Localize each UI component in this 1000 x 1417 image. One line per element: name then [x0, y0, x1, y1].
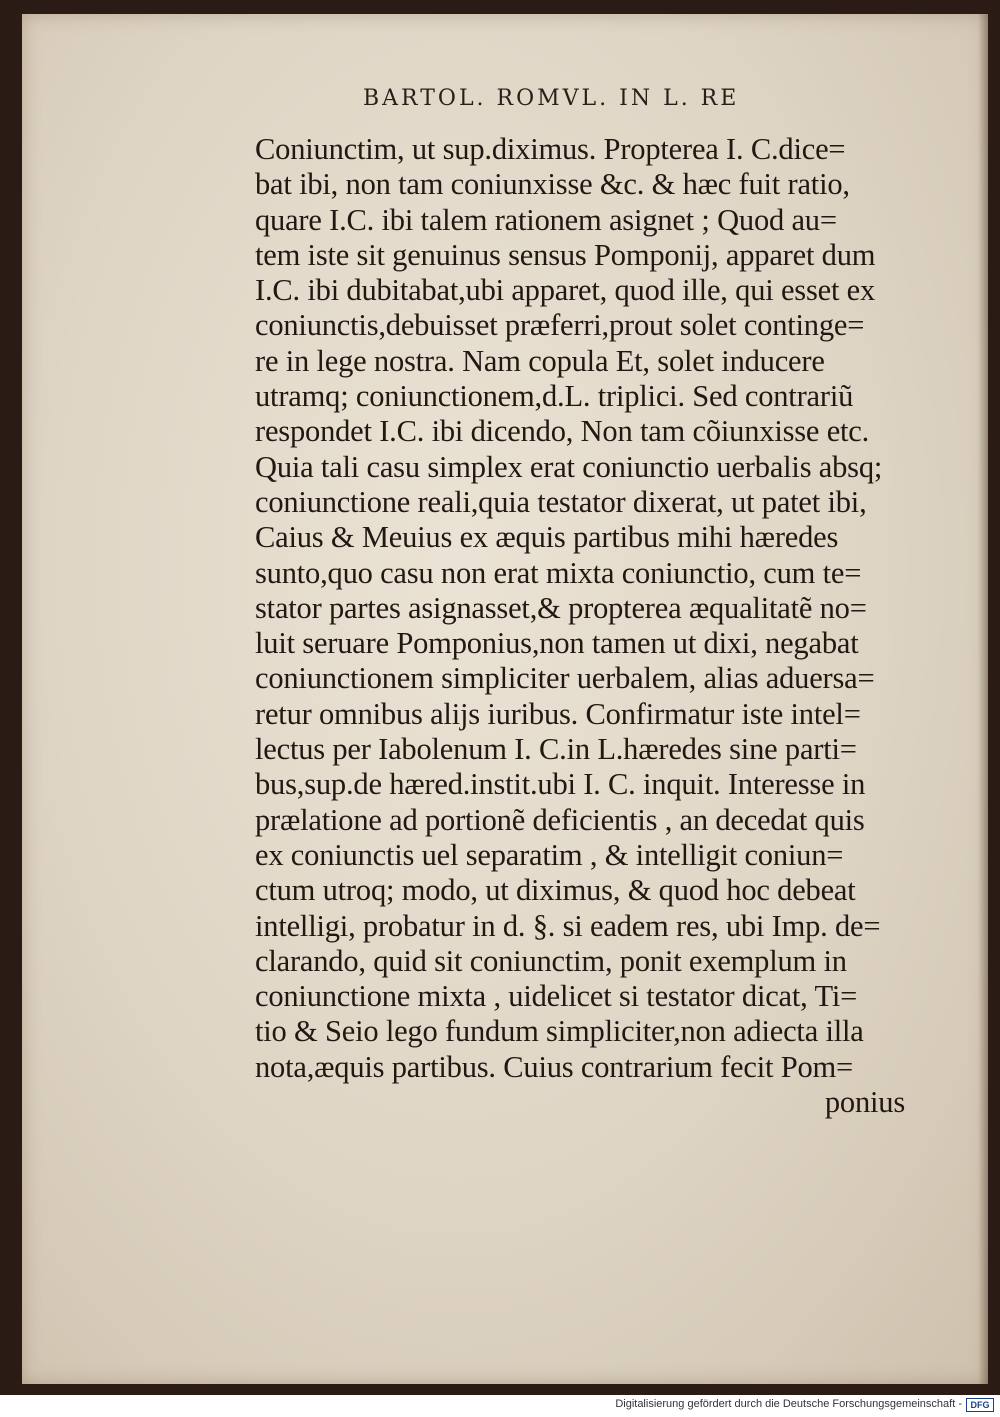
dfg-logo: DFG: [966, 1398, 994, 1412]
footer-bar: [0, 1395, 1000, 1417]
text-line: Quia tali casu simplex erat coniunctio uerbalis absq;: [255, 449, 883, 484]
text-line: quare I.C. ibi talem rationem asignet ; Quod au=: [255, 202, 837, 237]
text-line: coniunctis,debuisset præferri,prout solet continge=: [255, 308, 865, 343]
text-line: retur omnibus alijs iuribus. Confirmatur iste intel=: [255, 696, 861, 731]
running-head: BARTOL. ROMVL. IN L. RE: [363, 86, 740, 111]
text-line: intelligi, probatur in d. §. si eadem res, ubi Imp. de=: [255, 908, 881, 943]
text-line: ex coniunctis uel separatim , & intelligit coniun=: [255, 837, 844, 872]
text-line: bat ibi, non tam coniunxisse &c. & hæc fuit ratio,: [255, 167, 850, 202]
text-line: luit seruare Pomponius,non tamen ut dixi, negabat: [255, 626, 859, 661]
text-line: ctum utroq; modo, ut diximus, & quod hoc debeat: [255, 873, 856, 908]
text-line: utramq; coniunctionem,d.L. triplici. Sed contrariũ: [255, 379, 854, 414]
text-line: coniunctione reali,quia testator dixerat, ut patet ibi,: [255, 484, 867, 519]
text-line: coniunctione mixta , uidelicet si testator dicat, Ti=: [255, 979, 858, 1014]
text-line: bus,sup.de hæred.instit.ubi I. C. inquit. Interesse in: [255, 767, 866, 802]
text-line: respondet I.C. ibi dicendo, Non tam cõiunxisse etc.: [255, 414, 870, 449]
catchword: ponius: [824, 1085, 905, 1120]
text-line: lectus per Iabolenum I. C.in L.hæredes sine parti=: [255, 732, 857, 767]
text-line: re in lege nostra. Nam copula Et, solet inducere: [255, 343, 825, 378]
page-edge-shadow: [978, 14, 988, 1384]
body-text: [255, 132, 955, 1120]
text-line: prælatione ad portionẽ deficientis , an decedat quis: [255, 802, 865, 837]
text-line: Caius & Meuius ex æquis partibus mihi hæredes: [255, 520, 839, 555]
text-line: I.C. ibi dubitabat,ubi apparet, quod ille, qui esset ex: [255, 273, 876, 308]
text-line: tem iste sit genuinus sensus Pomponij, apparet dum: [255, 237, 876, 272]
text-line: sunto,quo casu non erat mixta coniunctio, cum te=: [255, 555, 862, 590]
text-line: clarando, quid sit coniunctim, ponit exemplum in: [255, 943, 847, 978]
text-line: stator partes asignasset,& propterea æqualitatẽ no=: [255, 590, 867, 625]
text-line: Coniunctim, ut sup.diximus. Propterea I. C.dice=: [255, 132, 846, 166]
text-line: coniunctionem simpliciter uerbalem, alias aduersa=: [255, 661, 875, 696]
funding-credit: Digitalisierung gefördert durch die Deutsche Forschungsgemeinschaft -: [615, 1398, 962, 1410]
text-line: tio & Seio lego fundum simpliciter,non adiecta illa: [255, 1014, 864, 1049]
text-line: nota,æquis partibus. Cuius contrarium fecit Pom=: [255, 1049, 854, 1084]
